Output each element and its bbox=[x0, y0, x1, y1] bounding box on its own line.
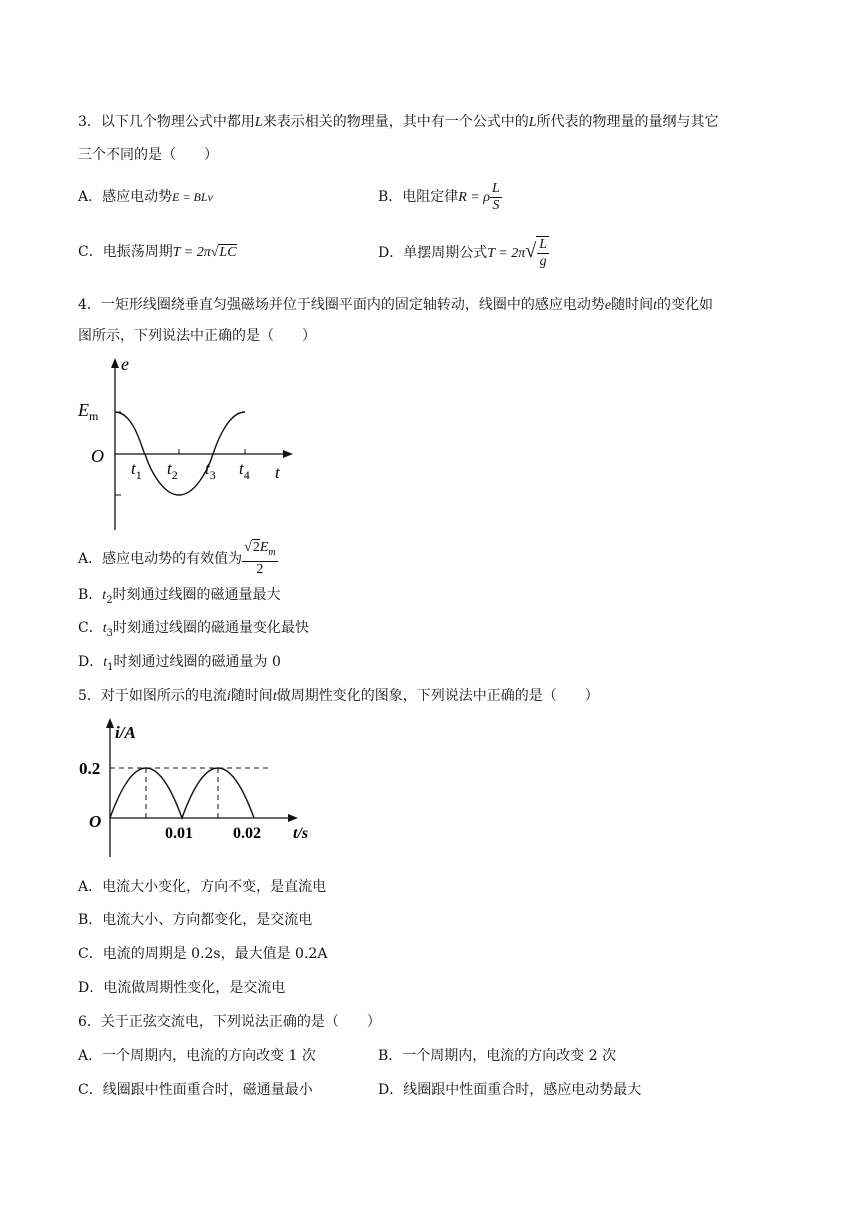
q4-stem-line2: 图所示，下列说法中正确的是（ ） bbox=[78, 328, 316, 344]
q3-stem-line1: 3．以下几个物理公式中都用L来表示相关的物理量，其中有一个公式中的L所代表的物理量的量纲与其它 bbox=[78, 114, 719, 130]
q5-y-tick: 0.2 bbox=[79, 759, 101, 778]
q5-x-axis-label: t/s bbox=[293, 825, 309, 842]
q5-stem: 5．对于如图所示的电流i随时间t做周期性变化的图象，下列说法中正确的是（ ） bbox=[78, 688, 599, 704]
q4-tick-t4: $t_4$ bbox=[239, 459, 250, 482]
q4-option-a: A．感应电动势的有效值为 $\frac{√2E_m}{2}$ bbox=[78, 540, 276, 577]
q6-stem: 6．关于正弦交流电，下列说法正确的是（ ） bbox=[78, 1014, 381, 1030]
q3-option-c: C．电振荡周期T = 2π√LC bbox=[78, 244, 237, 260]
q3-stem-line2: 三个不同的是（ ） bbox=[78, 147, 218, 163]
q4-stem-line1: 4．一矩形线圈绕垂直匀强磁场并位于线圈平面内的固定轴转动，线圈中的感应电动势e随时间t的变化如 bbox=[78, 297, 714, 313]
q6-option-b: B．一个周期内，电流的方向改变 2 次 bbox=[378, 1048, 617, 1064]
q5-option-b: B．电流大小、方向都变化，是交流电 bbox=[78, 912, 313, 928]
q4-emf-graph bbox=[75, 352, 305, 534]
q5-x-tick-1: 0.01 bbox=[165, 825, 193, 842]
q3-option-b: B．电阻定律R = ρ $\frac{L}{S}$ bbox=[378, 180, 500, 213]
q5-option-c: C．电流的周期是 0.2s，最大值是 0.2A bbox=[78, 946, 328, 962]
q4-x-axis-label: t bbox=[275, 463, 280, 482]
q4-y-axis-label: e bbox=[121, 354, 129, 374]
q4-option-b: B．$t_2$时刻通过线圈的磁通量最大 bbox=[78, 587, 281, 606]
q5-current-graph bbox=[75, 714, 335, 862]
q4-origin-label: O bbox=[91, 446, 104, 466]
q5-option-d: D．电流做周期性变化，是交流电 bbox=[78, 980, 286, 996]
q4-option-c: C．$t_3$时刻通过线圈的磁通量变化最快 bbox=[78, 620, 309, 639]
q5-origin-label: O bbox=[89, 812, 102, 831]
q4-tick-t1: $t_1$ bbox=[131, 459, 142, 482]
q6-option-d: D．线圈跟中性面重合时，感应电动势最大 bbox=[378, 1082, 642, 1098]
q6-option-a: A．一个周期内，电流的方向改变 1 次 bbox=[78, 1048, 316, 1064]
q5-option-a: A．电流大小变化，方向不变，是直流电 bbox=[78, 879, 327, 895]
q4-tick-t2: $t_2$ bbox=[167, 459, 178, 482]
q6-option-c: C．线圈跟中性面重合时，磁通量最小 bbox=[78, 1082, 313, 1098]
q4-em-label: $E_m$ bbox=[78, 400, 99, 423]
q5-x-tick-2: 0.02 bbox=[233, 825, 261, 842]
q4-option-d: D．$t_1$时刻通过线圈的磁通量为 0 bbox=[78, 654, 281, 673]
q3-option-d: D．单摆周期公式T = 2π√ $\frac{L}{g}$ bbox=[378, 237, 548, 269]
q5-y-axis-label: i/A bbox=[115, 723, 136, 742]
q4-tick-t3: $t_3$ bbox=[205, 459, 216, 482]
q3-option-a: A．感应电动势E = BLv bbox=[78, 189, 213, 205]
